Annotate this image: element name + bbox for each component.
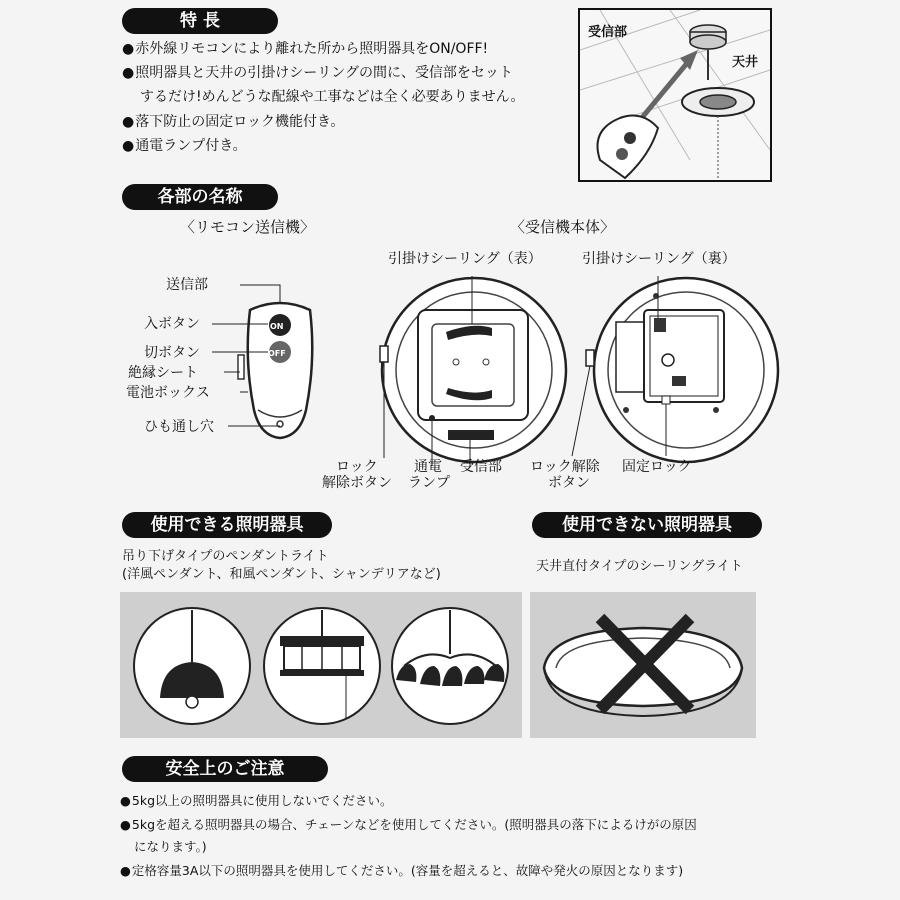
safety-heading: 安全上のご注意 — [122, 756, 328, 782]
ceiling-light-crossed-illustration — [530, 592, 756, 738]
feature-item-1: ● 赤外線リモコンにより離れた所から照明器具をON/OFF! — [122, 38, 488, 60]
receiver-part-label: 受信部 — [460, 459, 502, 475]
receiver-title: 〈受信機本体〉 — [510, 218, 616, 236]
chandelier-illustration — [390, 606, 510, 726]
unusable-line-1: 天井直付タイプのシーリングライト — [536, 559, 743, 574]
parts-heading: 各部の名称 — [122, 184, 278, 210]
power-lamp-label-2: ランプ — [408, 475, 450, 491]
lock-release-label-2: 解除ボタン — [322, 475, 392, 491]
diagram-ceiling-label: 天井 — [732, 55, 759, 70]
back-ceiling-label: 引掛けシーリング（裏） — [582, 251, 736, 267]
feature-item-4: ● 通電ランプ付き。 — [122, 135, 247, 157]
features-heading: 特 長 — [122, 8, 278, 34]
receiver-front-illustration — [374, 270, 574, 470]
remote-label-strap-hole: ひも通し穴 — [144, 419, 214, 435]
remote-on-button-label: ON — [270, 322, 284, 331]
feature-item-2: ● 照明器具と天井の引掛けシーリングの間に、受信部をセット — [122, 62, 513, 84]
japanese-pendant-illustration — [262, 606, 382, 726]
remote-title: 〈リモコン送信機〉 — [180, 218, 316, 236]
feature-item-3: ● 落下防止の固定ロック機能付き。 — [122, 111, 344, 133]
power-lamp-label-1: 通電 — [414, 459, 442, 475]
feature-item-2-cont: するだけ!めんどうな配線や工事などは全く必要ありません。 — [140, 89, 525, 105]
safety-item-3: ● 定格容量3A以下の照明器具を使用してください。(容量を超えると、故障や発火の原因となります) — [120, 860, 683, 882]
remote-label-battery-box: 電池ボックス — [126, 385, 210, 401]
pendant-light-illustration — [132, 606, 252, 726]
usable-heading: 使用できる照明器具 — [122, 512, 332, 538]
receiver-back-illustration — [586, 270, 786, 470]
fixed-lock-label: 固定ロック — [622, 459, 692, 475]
usable-line-2: (洋風ペンダント、和風ペンダント、シャンデリアなど) — [122, 567, 441, 582]
remote-off-button-label: OFF — [268, 349, 286, 358]
unusable-heading: 使用できない照明器具 — [532, 512, 762, 538]
remote-label-insulation-sheet: 絶縁シート — [128, 365, 198, 381]
remote-label-off-button: 切ボタン — [144, 345, 200, 361]
remote-leader-lines — [200, 280, 320, 430]
usable-line-1: 吊り下げタイプのペンダントライト — [122, 549, 329, 564]
diagram-receiver-label: 受信部 — [588, 25, 628, 40]
safety-item-1: ● 5kg以上の照明器具に使用しないでください。 — [120, 790, 393, 812]
lock-release-label-1: ロック — [336, 459, 378, 475]
safety-item-2: ● 5kgを超える照明器具の場合、チェーンなどを使用してください。(照明器具の落下によるけがの原因 — [120, 814, 697, 836]
remote-label-on-button: 入ボタン — [144, 316, 200, 332]
front-ceiling-label: 引掛けシーリング（表） — [388, 251, 542, 267]
lock-release-b-label-2: ボタン — [548, 475, 590, 491]
safety-item-2-cont: になります。) — [134, 839, 207, 854]
install-diagram — [578, 8, 772, 182]
remote-label-transmitter: 送信部 — [166, 277, 208, 293]
lock-release-b-label-1: ロック解除 — [530, 459, 600, 475]
